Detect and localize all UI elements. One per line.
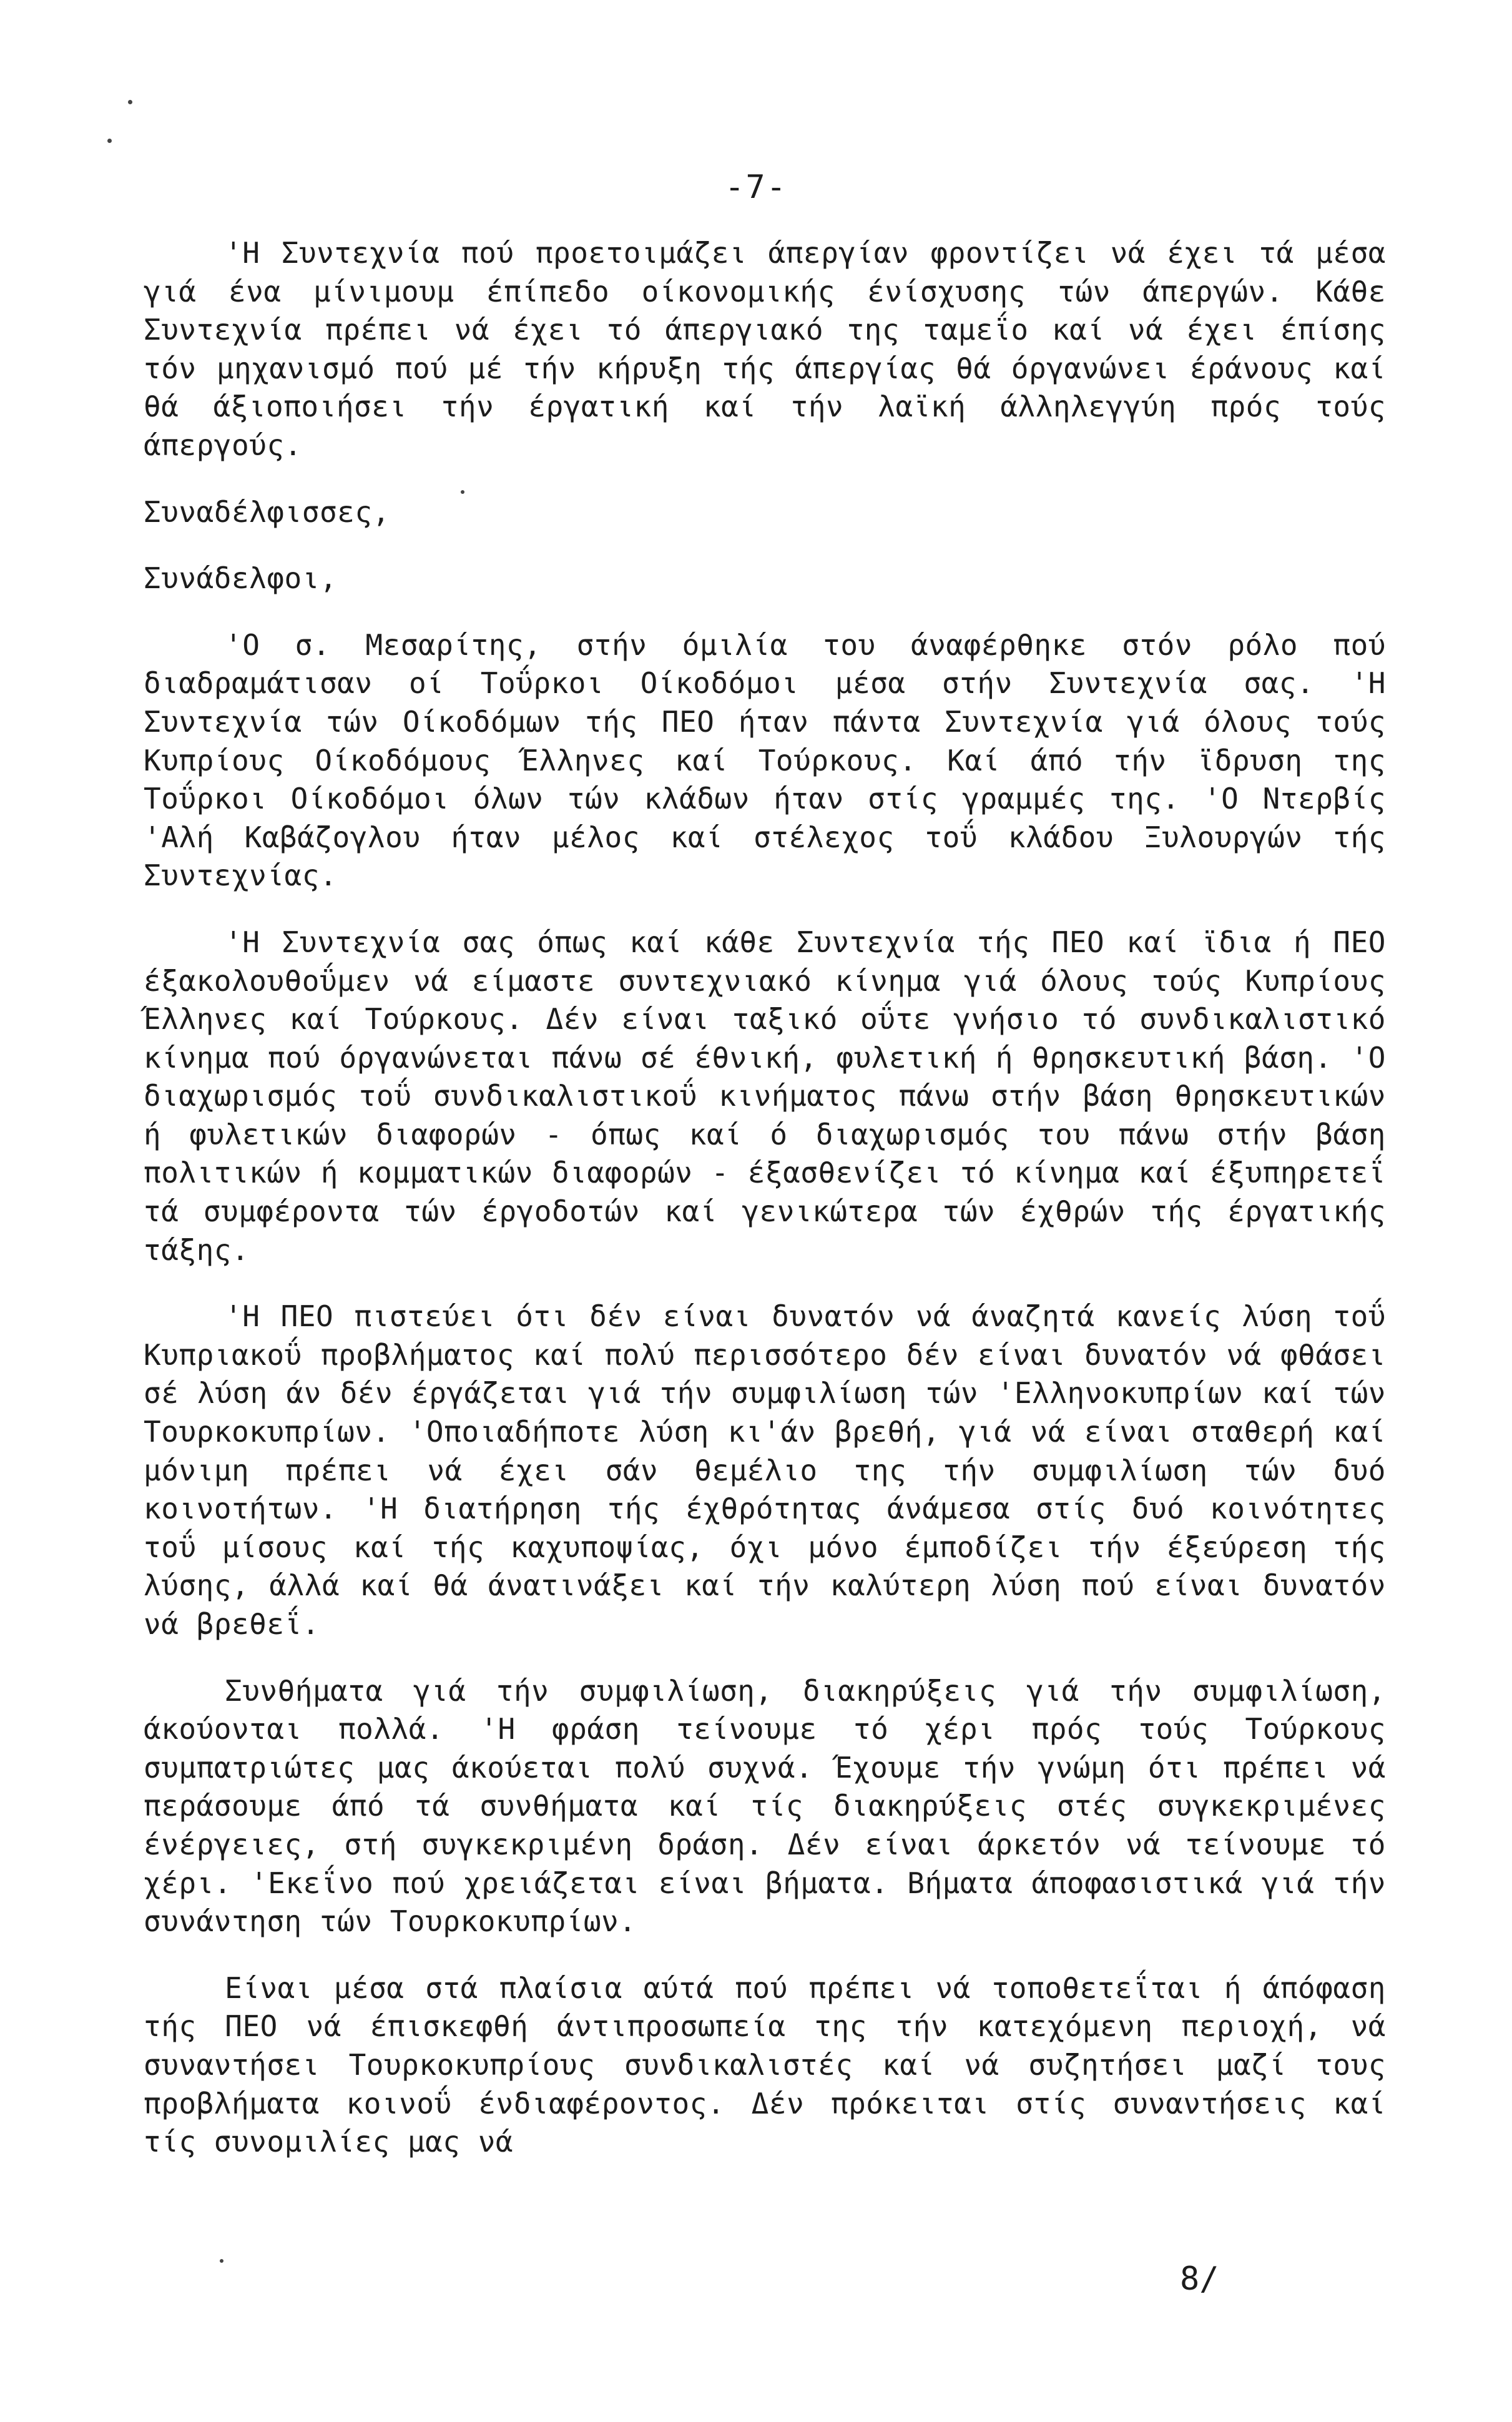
salutation-male: Συνάδελφοι, [144,561,338,596]
paragraph-turkish-builders: 'Ο σ. Μεσαρίτης, στήν όμιλία του άναφέρθηκε στόν ρόλο πού διαδραμάτισαν οί Τοΰρκοι Οίκοδόμοι μέσα στήν Συντεχνία σας. 'Η Συντεχνία τών Οίκοδόμων τής ΠΕΟ ήταν πάντα Συντεχνία γιά όλους τούς Κυπρίους Οίκοδόμους Έλληνες καί Τούρκους. Καί άπό τήν ϊδρυση της Τοΰρκοι Οίκοδόμοι όλων τών κλάδων ήταν στίς γραμμές της. 'Ο Ντερβίς 'Αλή Καβάζογλου ήταν μέλος καί στέλεχος τοΰ κλάδου Ξυλουργών τής Συντεχνίας. [144,628,1386,893]
scan-speck [107,139,112,143]
document-body [144,234,1386,2190]
scan-speck [128,100,132,104]
paragraph-reconciliation: 'Η ΠΕΟ πιστεύει ότι δέν είναι δυνατόν νά άναζητά κανείς λύση τοΰ Κυπριακοΰ προβλήματος καί πολύ περισσότερο δέν είναι δυνατόν νά φθάσει σέ λύση άν δέν έργάζεται γιά τήν συμφιλίωση τών 'Ελληνοκυπρίων καί τών Τουρκοκυπρίων. 'Οποιαδήποτε λύση κι'άν βρεθή, γιά νά είναι σταθερή καί μόνιμη πρέπει νά έχει σάν θεμέλιο της τήν συμφιλίωση τών δυό κοινοτήτων. 'Η διατήρηση τής έχθρότητας άνάμεσα στίς δυό κοινότητες τοΰ μίσους καί τής καχυποψίας, όχι μόνο έμποδίζει τήν έξεύρεση τής λύσης, άλλά καί θά άνατινάξει καί τήν καλύτερη λύση πού είναι δυνατόν νά βρεθεΐ. [144,1299,1386,1641]
salutation-female: Συναδέλφισσες, [144,495,390,529]
paragraph-delegation: Είναι μέσα στά πλαίσια αύτά πού πρέπει νά τοποθετεΐται ή άπόφαση τής ΠΕΟ νά έπισκεφθή άντιπροσωπεία της τήν κατεχόμενη περιοχή, νά συναντήσει Τουρκοκυπρίους συνδικαλιστές καί νά συζητήσει μαζί τους προβλήματα κοινοΰ ένδιαφέροντος. Δέν πρόκειται στίς συναντήσεις καί τίς συνομιλίες μας νά [144,1971,1386,2159]
paragraph-strike-fund: 'Η Συντεχνία πού προετοιμάζει άπεργίαν φροντίζει νά έχει τά μέσα γιά ένα μίνιμουμ έπίπεδο οίκονομικής ένίσχυσης τών άπεργών. Κάθε Συντεχνία πρέπει νά έχει τό άπεργιακό της ταμεΐο καί νά έχει έπίσης τόν μηχανισμό πού μέ τήν κήρυξη τής άπεργίας θά όργανώνει έράνους καί θά άξιοποιήσει τήν έργατική καί τήν λαϊκή άλληλεγγύη πρός τούς άπεργούς. [144,236,1386,462]
continuation-marker: 8/ [1180,2260,1219,2298]
paragraph-union-movement: 'Η Συντεχνία σας όπως καί κάθε Συντεχνία τής ΠΕΟ καί ϊδια ή ΠΕΟ έξακολουθοΰμεν νά είμαστε συντεχνιακό κίνημα γιά όλους τούς Κυπρίους Έλληνες καί Τούρκους. Δέν είναι ταξικό οΰτε γνήσιο τό συνδικαλιστικό κίνημα πού όργανώνεται πάνω σέ έθνική, φυλετική ή θρησκευτική βάση. 'Ο διαχωρισμός τοΰ συνδικαλιστικοΰ κινήματος πάνω στήν βάση θρησκευτικών ή φυλετικών διαφορών - όπως καί ό διαχωρισμός του πάνω στήν βάση πολιτικών ή κομματικών διαφορών - έξασθενίζει τό κίνημα καί έξυπηρετεΐ τά συμφέροντα τών έργοδοτών καί γενικώτερα τών έχθρών τής έργατικής τάξης. [144,925,1386,1267]
paragraph-slogans: Συνθήματα γιά τήν συμφιλίωση, διακηρύξεις γιά τήν συμφιλίωση, άκούονται πολλά. 'Η φράση τείνουμε τό χέρι πρός τούς Τούρκους συμπατριώτες μας άκούεται πολύ συχνά. Έχουμε τήν γνώμη ότι πρέπει νά περάσουμε άπό τά συνθήματα καί τίς διακηρύξεις στές συγκεκριμένες ένέργειες, στή συγκεκριμένη δράση. Δέν είναι άρκετόν νά τείνουμε τό χέρι. 'Εκεΐνο πού χρειάζεται είναι βήματα. Βήματα άποφασιστικά γιά τήν συνάντηση τών Τουρκοκυπρίων. [144,1673,1386,1939]
scan-speck [220,2259,223,2263]
page-number: -7- [725,169,787,206]
